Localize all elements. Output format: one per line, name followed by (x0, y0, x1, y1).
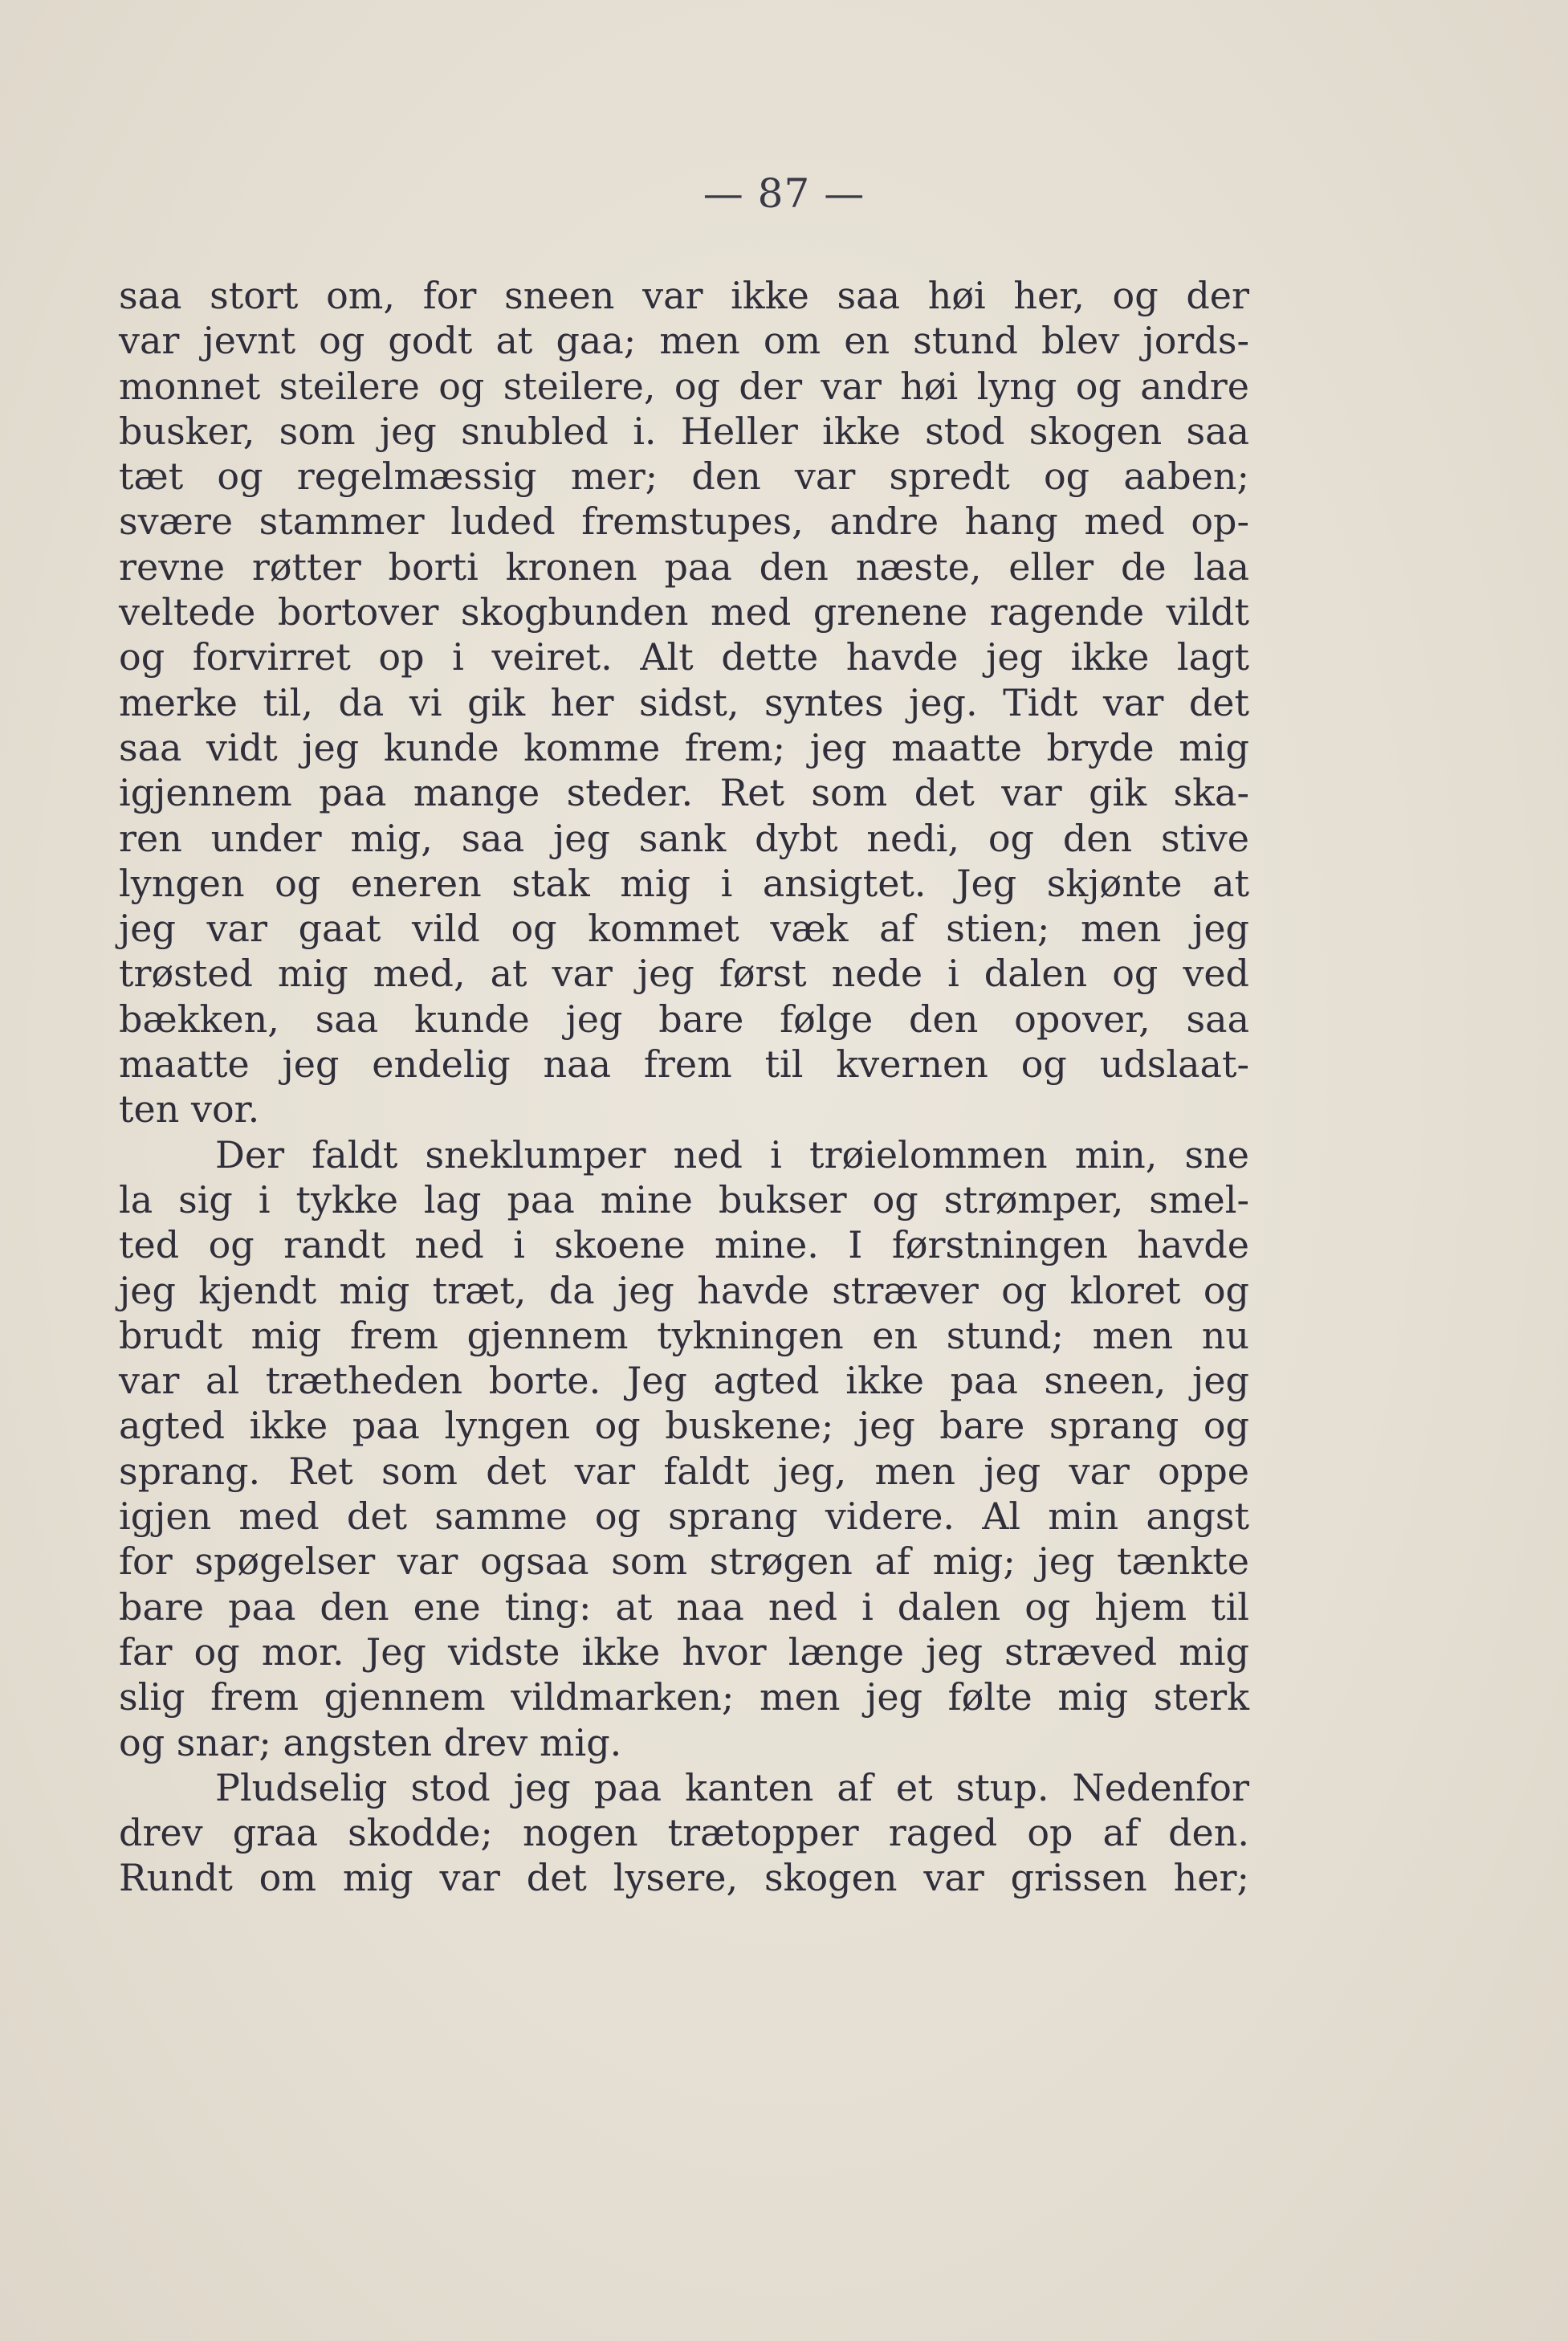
text-line: lyngen og eneren stak mig i ansigtet. Jeg skjønte at (119, 861, 1249, 905)
text-line: Pludselig stod jeg paa kanten af et stup. Nedenfor (215, 1765, 1249, 1809)
text-line: saa vidt jeg kunde komme frem; jeg maatte bryde mig (119, 725, 1249, 769)
text-line: og forvirret op i veiret. Alt dette havde jeg ikke lagt (119, 635, 1249, 679)
text-line: sprang. Ret som det var faldt jeg, men jeg var oppe (119, 1449, 1249, 1493)
text-line: bare paa den ene ting: at naa ned i dalen og hjem til (119, 1584, 1249, 1629)
text-line: veltede bortover skogbunden med grenene ragende vildt (119, 590, 1249, 634)
text-line: drev graa skodde; nogen trætopper raged op af den. (119, 1811, 1249, 1855)
text-line: ten vor. (119, 1087, 260, 1132)
text-line: Rundt om mig var det lysere, skogen var grissen her; (119, 1856, 1249, 1900)
text-line: far og mor. Jeg vidste ikke hvor længe jeg stræved mig (119, 1629, 1249, 1674)
text-line: jeg var gaat vild og kommet væk af stien; men jeg (119, 907, 1249, 951)
text-line: busker, som jeg snubled i. Heller ikke stod skogen saa (119, 409, 1249, 453)
text-line: ted og randt ned i skoene mine. I førstningen havde (119, 1223, 1249, 1267)
text-line: svære stammer luded fremstupes, andre hang med op- (119, 500, 1249, 544)
text-line: var al trætheden borte. Jeg agted ikke paa sneen, jeg (119, 1359, 1249, 1403)
page-number: — 87 — (703, 170, 865, 217)
body-text (119, 273, 1249, 1901)
text-line: ren under mig, saa jeg sank dybt nedi, og den stive (119, 816, 1249, 860)
text-line: igjennem paa mange steder. Ret som det var gik ska- (119, 771, 1249, 815)
text-line: la sig i tykke lag paa mine bukser og strømper, smel- (119, 1177, 1249, 1221)
text-line: monnet steilere og steilere, og der var høi lyng og andre (119, 364, 1249, 408)
text-line: maatte jeg endelig naa frem til kvernen og udslaat- (119, 1042, 1249, 1087)
text-line: agted ikke paa lyngen og buskene; jeg bare sprang og (119, 1404, 1249, 1448)
text-line: saa stort om, for sneen var ikke saa høi her, og der (119, 274, 1249, 317)
text-line: merke til, da vi gik her sidst, syntes jeg. Tidt var det (119, 680, 1249, 724)
text-line: bækken, saa kunde jeg bare følge den opover, saa (119, 997, 1249, 1041)
text-line: trøsted mig med, at var jeg først nede i dalen og ved (119, 952, 1249, 996)
text-line: igjen med det samme og sprang videre. Al min angst (119, 1495, 1249, 1539)
text-line: revne røtter borti kronen paa den næste, eller de laa (119, 544, 1249, 589)
text-line: tæt og regelmæssig mer; den var spredt og aaben; (119, 455, 1249, 499)
text-line: brudt mig frem gjennem tykningen en stund; men nu (119, 1313, 1249, 1357)
text-line: Der faldt sneklumper ned i trøielommen min, sne (215, 1132, 1249, 1177)
text-line: jeg kjendt mig træt, da jeg havde stræver og kloret og (119, 1268, 1249, 1312)
text-line: slig frem gjennem vildmarken; men jeg følte mig sterk (119, 1675, 1249, 1719)
text-line: for spøgelser var ogsaa som strøgen af mig; jeg tænkte (119, 1540, 1249, 1584)
text-line: var jevnt og godt at gaa; men om en stund blev jords- (119, 319, 1249, 363)
text-line: og snar; angsten drev mig. (119, 1720, 622, 1764)
